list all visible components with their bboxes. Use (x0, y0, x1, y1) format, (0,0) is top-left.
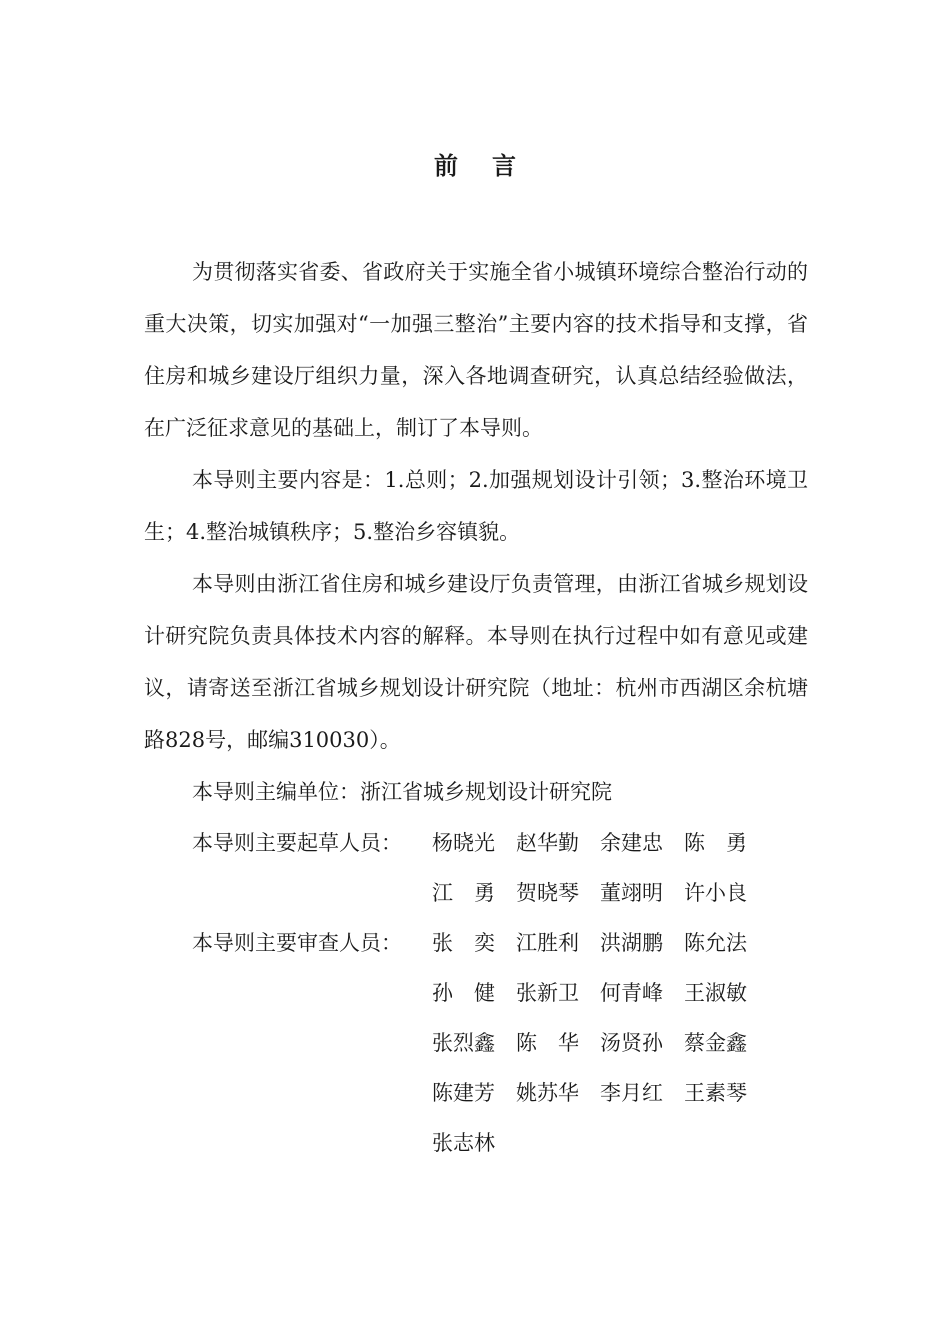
reviewer-name: 张 奕 (432, 931, 495, 955)
drafter-name: 董翊明 (600, 881, 663, 905)
name-group (432, 868, 768, 918)
reviewer-name: 陈允法 (684, 931, 747, 955)
name-group (432, 818, 768, 868)
reviewer-name: 张新卫 (516, 981, 579, 1005)
document-body (144, 246, 808, 1168)
reviewer-name: 孙 健 (432, 981, 495, 1005)
chief-unit-line: 本导则主编单位：浙江省城乡规划设计研究院 (192, 780, 612, 804)
drafter-name: 江 勇 (432, 881, 495, 905)
drafters-row (144, 818, 808, 868)
drafters-label: 本导则主要起草人员： (192, 831, 402, 855)
reviewer-name: 王淑敏 (684, 981, 747, 1005)
name-group (432, 1018, 768, 1068)
paragraph-management: 本导则由浙江省住房和城乡建设厅负责管理，由浙江省城乡规划设计研究院负责具体技术内容的解释。本导则在执行过程中如有意见或建议，请寄送至浙江省城乡规划设计研究院（地址：杭州市西湖区余杭塘路828号，邮编310030）。 (144, 572, 808, 752)
reviewer-name: 陈建芳 (432, 1081, 495, 1105)
reviewer-name: 蔡金鑫 (684, 1031, 747, 1055)
drafter-name: 许小良 (684, 881, 747, 905)
page-title: 前言 (434, 152, 550, 180)
name-group (432, 1118, 516, 1168)
drafters-row (144, 868, 808, 918)
reviewers-row (144, 918, 808, 968)
reviewers-label: 本导则主要审查人员： (192, 931, 402, 955)
reviewers-row (144, 1018, 808, 1068)
reviewers-row (144, 1068, 808, 1118)
name-group (432, 968, 768, 1018)
drafter-name: 贺晓琴 (516, 881, 579, 905)
reviewer-name: 陈 华 (516, 1031, 579, 1055)
reviewer-name: 王素琴 (684, 1081, 747, 1105)
reviewers-section (144, 918, 808, 1168)
reviewer-name: 张志林 (432, 1131, 495, 1155)
reviewers-row (144, 968, 808, 1018)
reviewer-name: 张烈鑫 (432, 1031, 495, 1055)
paragraph-contents: 本导则主要内容是：1.总则；2.加强规划设计引领；3.整治环境卫生；4.整治城镇秩序；5.整治乡容镇貌。 (144, 468, 808, 544)
reviewer-name: 何青峰 (600, 981, 663, 1005)
drafter-name: 陈 勇 (684, 831, 747, 855)
reviewer-name: 姚苏华 (516, 1081, 579, 1105)
paragraph-purpose: 为贯彻落实省委、省政府关于实施全省小城镇环境综合整治行动的重大决策，切实加强对“一加强三整治”主要内容的技术指导和支撑，省住房和城乡建设厅组织力量，深入各地调查研究，认真总结经验做法，在广泛征求意见的基础上，制订了本导则。 (144, 260, 808, 440)
reviewer-name: 江胜利 (516, 931, 579, 955)
drafters-section (144, 818, 808, 918)
reviewer-name: 李月红 (600, 1081, 663, 1105)
reviewer-name: 汤贤孙 (600, 1031, 663, 1055)
name-group (432, 918, 768, 968)
name-group (432, 1068, 768, 1118)
drafter-name: 赵华勤 (516, 831, 579, 855)
drafter-name: 杨晓光 (432, 831, 495, 855)
reviewer-name: 洪湖鹏 (600, 931, 663, 955)
drafter-name: 余建忠 (600, 831, 663, 855)
reviewers-row (144, 1118, 808, 1168)
